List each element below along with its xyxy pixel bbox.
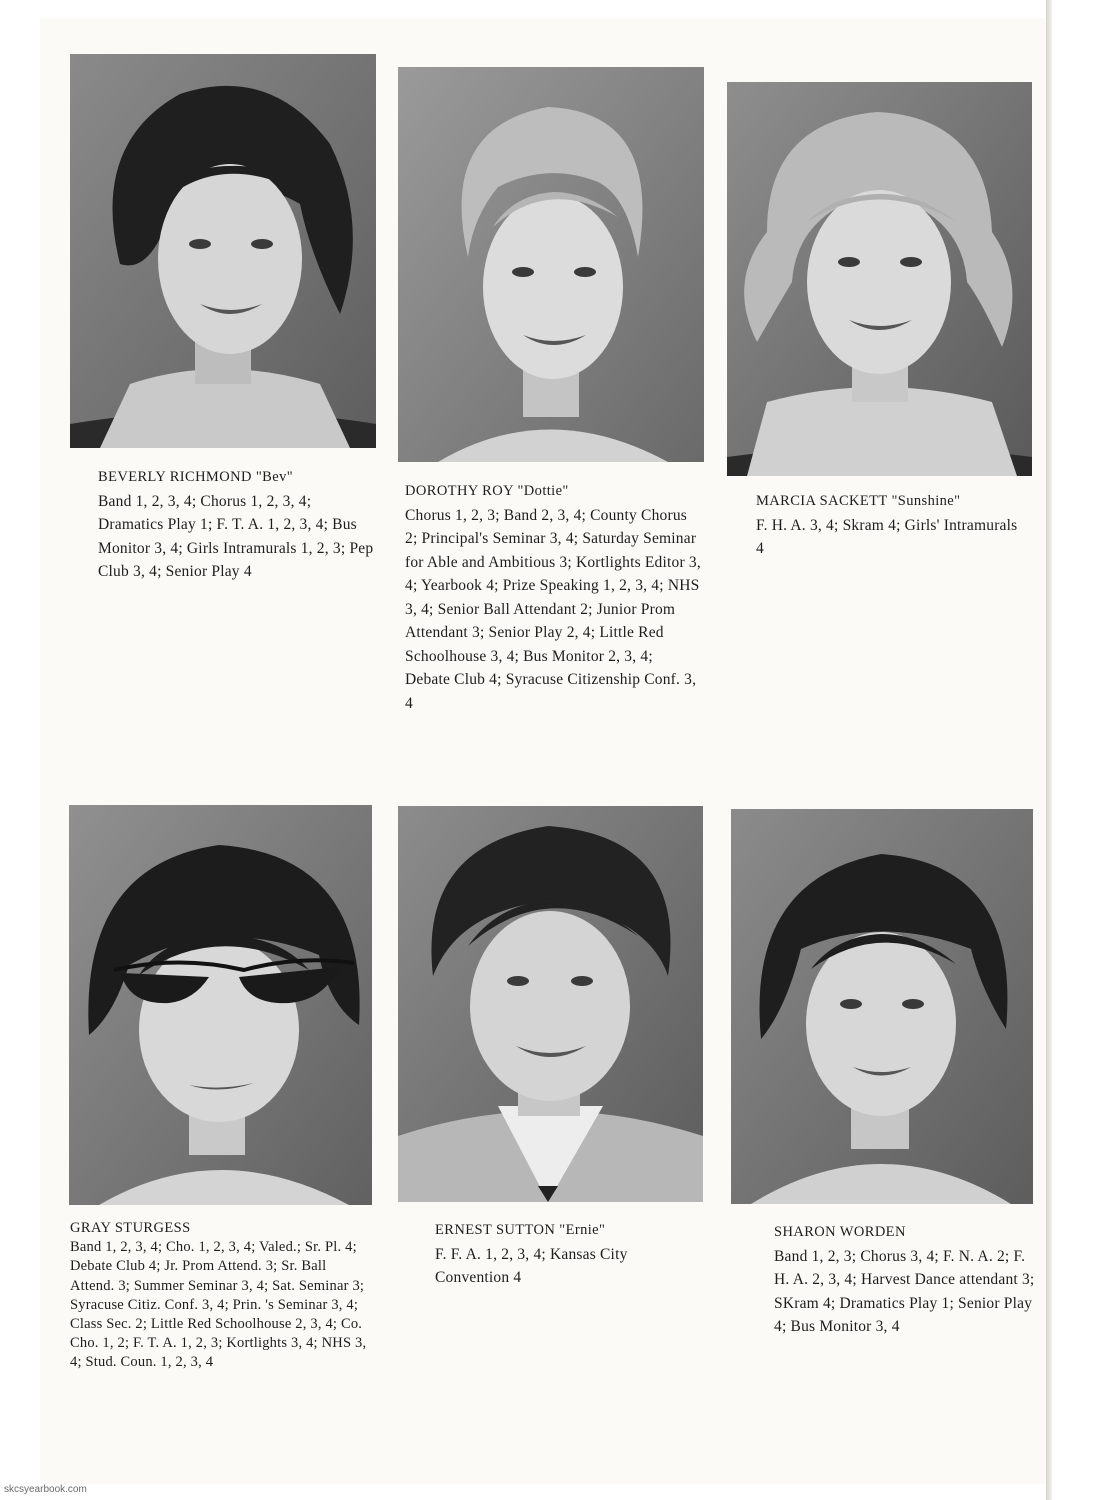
portrait-photo-gray-sturgess <box>69 805 372 1205</box>
caption-marcia-sackett <box>756 490 1026 561</box>
portrait-photo-sharon-worden <box>731 809 1033 1204</box>
student-name: DOROTHY ROY "Dottie" <box>405 483 569 499</box>
caption-beverly-richmond <box>98 466 378 584</box>
student-name: ERNEST SUTTON "Ernie" <box>435 1222 606 1238</box>
page-spine <box>1046 0 1052 1500</box>
site-watermark: skcsyearbook.com <box>4 1484 87 1495</box>
portrait-photo-marcia-sackett <box>727 82 1032 476</box>
student-activities: Band 1, 2, 3, 4; Cho. 1, 2, 3, 4; Valed.; Sr. Pl. 4; Debate Club 4; Jr. Prom Attend. 3; Sr. Ball Attend. 3; Summer Seminar 3, 4; Sat. Seminar 3; Syracuse Citiz. Conf. 3, 4; Prin. 's Seminar 3, 4; Class Sec. 2; Little Red Schoolhouse 2, 3, 4; Co. Cho. 1, 2; F. T. A. 1, 2, 3; Kortlights 3, 4; NHS 3, 4; Stud. Coun. 1, 2, 3, 4 <box>70 1239 367 1371</box>
student-activities: Band 1, 2, 3, 4; Chorus 1, 2, 3, 4; Dramatics Play 1; F. T. A. 1, 2, 3, 4; Bus Monitor 3, 4; Girls Intramurals 1, 2, 3; Pep Club 3, 4; Senior Play 4 <box>98 492 374 580</box>
portrait-photo-ernest-sutton <box>398 806 703 1202</box>
student-name: SHARON WORDEN <box>774 1224 906 1240</box>
portrait-photo-dorothy-roy <box>398 67 704 462</box>
student-name: GRAY STURGESS <box>70 1220 191 1236</box>
student-activities: F. F. A. 1, 2, 3, 4; Kansas City Convention 4 <box>435 1245 628 1286</box>
caption-sharon-worden <box>774 1221 1036 1339</box>
student-activities: Band 1, 2, 3; Chorus 3, 4; F. N. A. 2; F. H. A. 2, 3, 4; Harvest Dance attendant 3; SKram 4; Dramatics Play 1; Senior Play 4; Bus Monitor 3, 4 <box>774 1247 1035 1335</box>
caption-gray-sturgess <box>70 1219 370 1373</box>
portrait-photo-beverly-richmond <box>70 54 376 448</box>
student-name: BEVERLY RICHMOND "Bev" <box>98 469 294 485</box>
student-name: MARCIA SACKETT "Sunshine" <box>756 493 961 509</box>
caption-ernest-sutton <box>435 1219 697 1290</box>
caption-dorothy-roy <box>405 480 701 715</box>
student-activities: F. H. A. 3, 4; Skram 4; Girls' Intramurals 4 <box>756 516 1018 557</box>
student-activities: Chorus 1, 2, 3; Band 2, 3, 4; County Chorus 2; Principal's Seminar 3, 4; Saturday Seminar for Able and Ambitious 3; Kortlights Editor 3, 4; Yearbook 4; Prize Speaking 1, 2, 3, 4; NHS 3, 4; Senior Ball Attendant 2; Junior Prom Attendant 3; Senior Play 2, 4; Little Red Schoolhouse 3, 4; Bus Monitor 2, 3, 4; Debate Club 4; Syracuse Citizenship Conf. 3, 4 <box>405 506 701 712</box>
